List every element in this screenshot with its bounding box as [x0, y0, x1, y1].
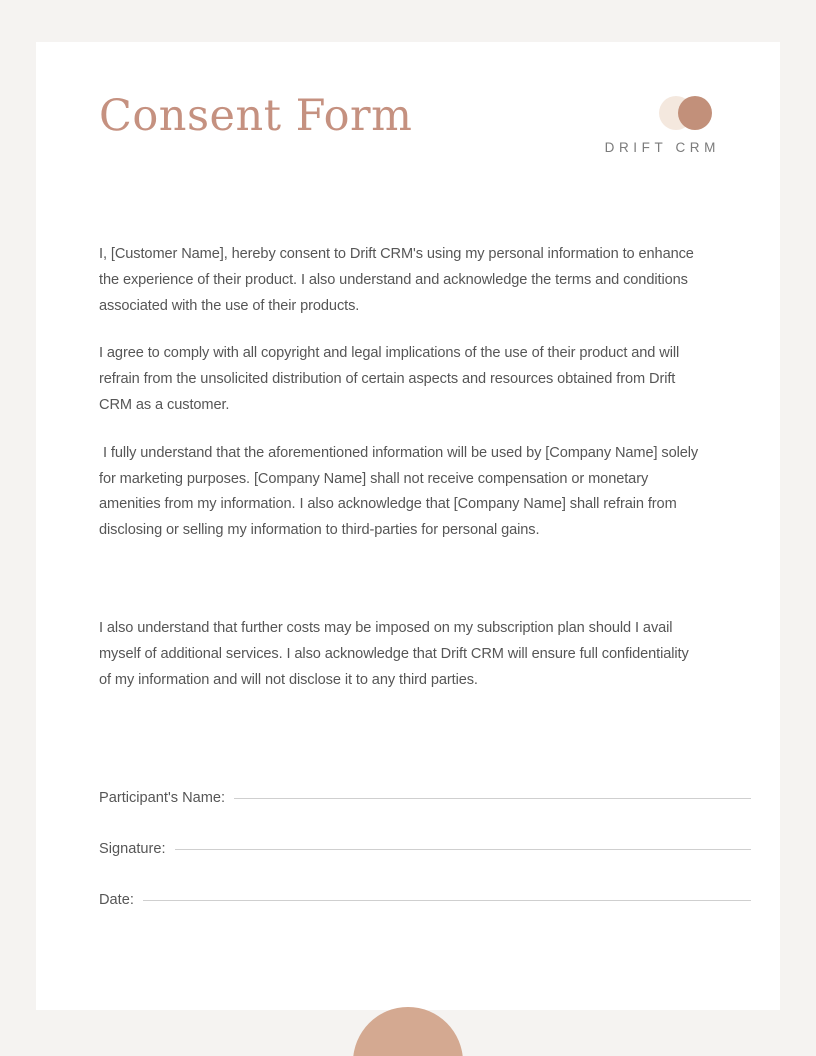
- participant-name-row: [99, 790, 751, 841]
- brand-logo: [570, 96, 750, 176]
- document-header: [36, 42, 780, 192]
- participant-name-input[interactable]: [234, 798, 751, 799]
- brand-name: DRIFT CRM: [604, 140, 720, 155]
- signature-input[interactable]: [175, 849, 751, 850]
- body-paragraph: I agree to comply with all copyright and legal implications of the use of their product and will refrain from the unsolicited distribution of certain aspects and resources obtained from Drift CRM as a customer.: [99, 345, 684, 413]
- page-title: Consent Form: [99, 91, 413, 141]
- date-row: [99, 892, 751, 943]
- logo-circle-dark-icon: [678, 96, 712, 130]
- participant-name-label: Participant's Name:: [99, 790, 226, 806]
- bottom-decorative-circle-icon: [353, 1007, 463, 1056]
- body-paragraph: I fully understand that the aforementioned information will be used by [Company Name] solely for marketing purposes. [Company Name] shall not receive compensation or monetary amenities from my information. I also acknowledge that [Company Name] shall refrain from disclosing or selling my information to third-parties for personal gains.: [99, 444, 703, 539]
- date-input[interactable]: [143, 900, 751, 901]
- document-page: [36, 42, 780, 1010]
- signature-row: [99, 841, 751, 892]
- logo-circles: [570, 96, 750, 134]
- body-paragraph: I also understand that further costs may be imposed on my subscription plan should I avail myself of additional services. I also acknowledge that Drift CRM will ensure full confidentiality of my information and will not disclose it to any third parties.: [99, 619, 693, 688]
- document-body: [99, 242, 703, 693]
- signature-label: Signature:: [99, 841, 166, 857]
- signature-block: [99, 790, 751, 943]
- date-label: Date:: [99, 892, 134, 908]
- body-paragraph: I, [Customer Name], hereby consent to Drift CRM's using my personal information to enhance the experience of their product. I also understand and acknowledge the terms and conditions associated with the use of their products.: [99, 246, 698, 314]
